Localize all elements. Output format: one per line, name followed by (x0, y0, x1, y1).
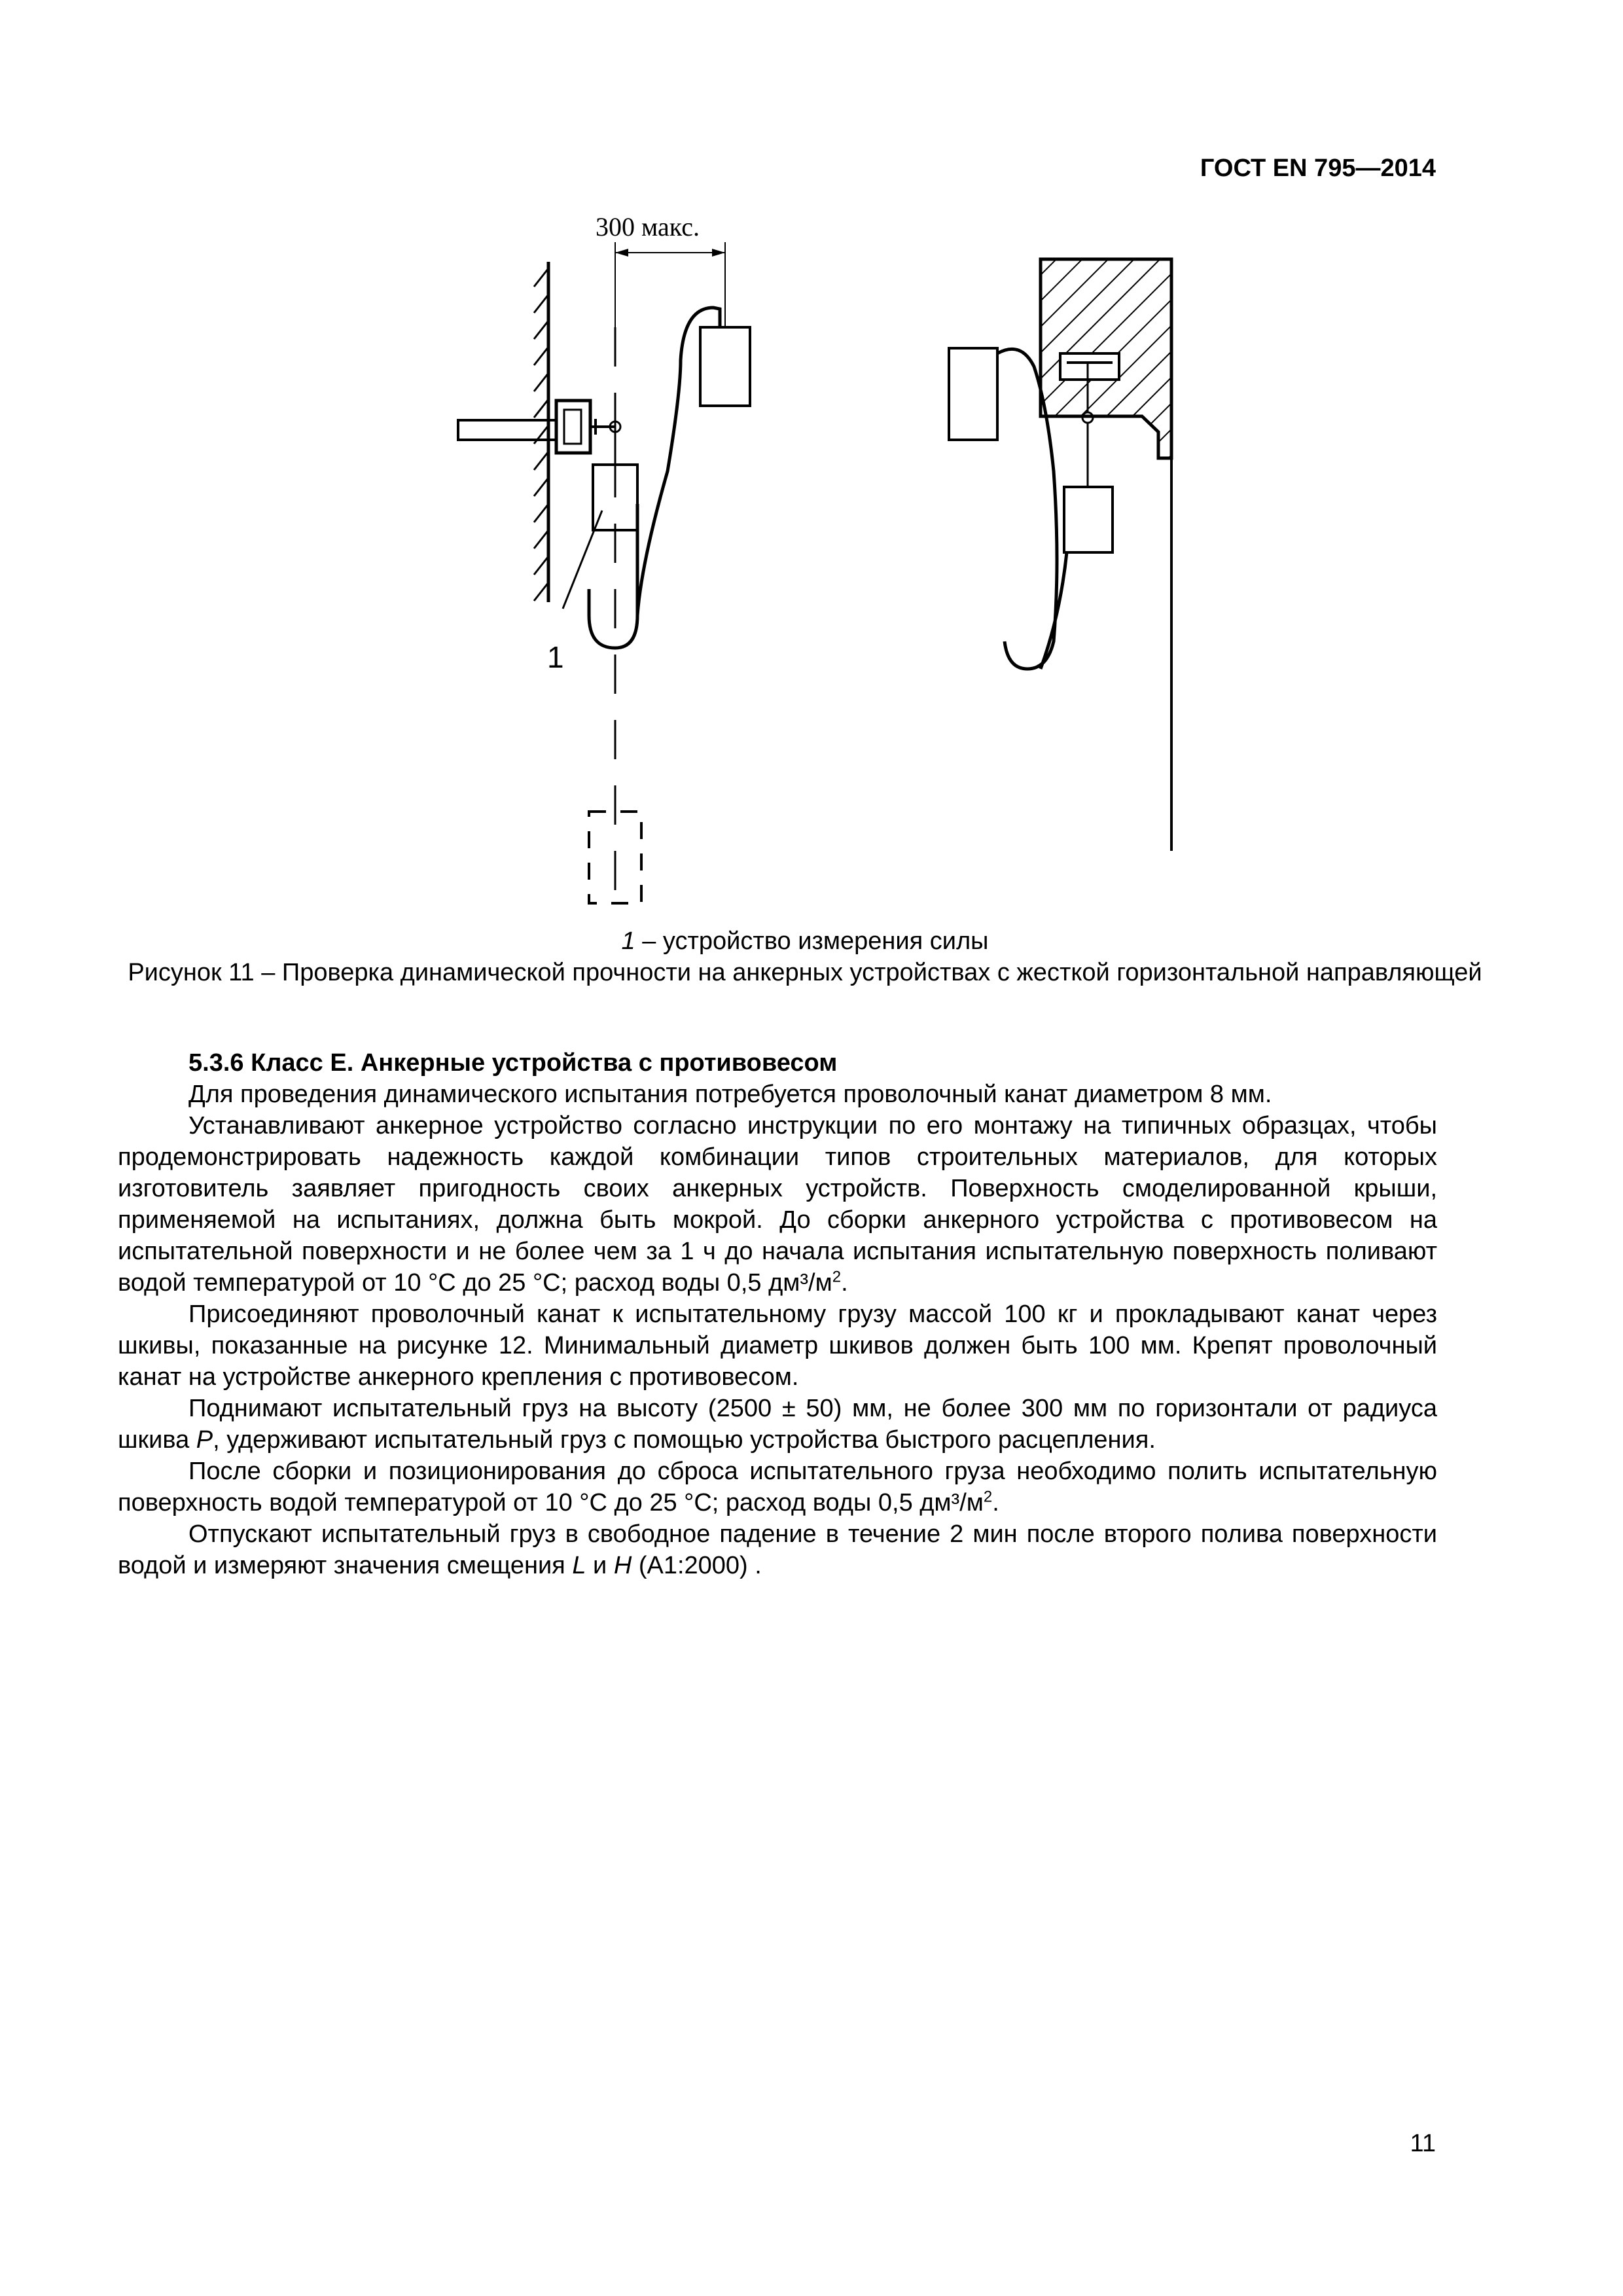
right-wall-hatched (1041, 259, 1171, 851)
paragraph-6: Отпускают испытательный груз в свободное падение в течение 2 мин после второго полива поверхности водой и измеряют значения смещения L и H (А1:2000) . (118, 1520, 1437, 1579)
figure-11-diagram (393, 196, 1309, 929)
test-mass-raised (700, 327, 750, 406)
dimension-label: 300 макс. (596, 212, 700, 242)
item-1-label: 1 (547, 640, 564, 674)
paragraph-1: Для проведения динамического испытания потребуется проволочный канат диаметром 8 мм. (188, 1081, 1272, 1108)
legend-text: – устройство измерения силы (635, 927, 989, 955)
right-force-device (1064, 487, 1113, 552)
document-id: ГОСТ EN 795—2014 (1200, 154, 1436, 182)
figure-legend (111, 925, 1499, 957)
dimension-300-max (615, 242, 725, 327)
figure-caption: Рисунок 11 – Проверка динамической прочности на анкерных устройствах с жесткой горизонтальной направляющей (128, 959, 1482, 986)
section-heading: 5.3.6 Класс E. Анкерные устройства с противовесом (188, 1049, 838, 1077)
right-test-mass (949, 348, 997, 440)
page-number: 11 (1410, 2130, 1436, 2157)
horizontal-beam (458, 420, 556, 440)
paragraph-3: Присоединяют проволочный канат к испытательному грузу массой 100 кг и прокладывают канат через шкивы, показанные на рисунке 12. Минимальный диаметр шкивов должен быть 100 мм. Крепят проволочный канат на устройстве анкерного крепления с противовесом. (118, 1300, 1437, 1391)
rigid-rail-anchor (556, 401, 615, 453)
paragraph-5: После сборки и позиционирования до сброса испытательного груза необходимо полить испытательную поверхность водой температурой от 10 °С до 25 °С; расход воды 0,5 дм³/$м^2$. (118, 1458, 1437, 1516)
paragraph-4: Поднимают испытательный груз на высоту (2500 ± 50) мм, не более 300 мм по горизонтали от радиуса шкива P, удерживают испытательный груз с помощью устройства быстрого расцепления. (118, 1395, 1437, 1454)
item-1-leader (563, 511, 602, 609)
paragraph-2: Устанавливают анкерное устройство согласно инструкции по его монтажу на типичных образцах, чтобы продемонстрировать надежность каждой комбинации типов строительных материалов, для которых изготовитель заявляет пригодность своих анкерных устройств. Поверхность смоделированной крыши, применяемой на испытаниях, должна быть мокрой. До сборки анкерного устройства с противовесом на испытательной поверхности и не более чем за 1 ч до начала испытания испытательную поверхность поливают водой температурой от 10 °С до 25 °С; расход воды 0,5 дм³/$м^2$. (118, 1112, 1437, 1297)
section-5-3-6 (118, 1047, 1437, 1581)
left-wall (534, 262, 548, 602)
legend-number: 1 (621, 927, 635, 955)
